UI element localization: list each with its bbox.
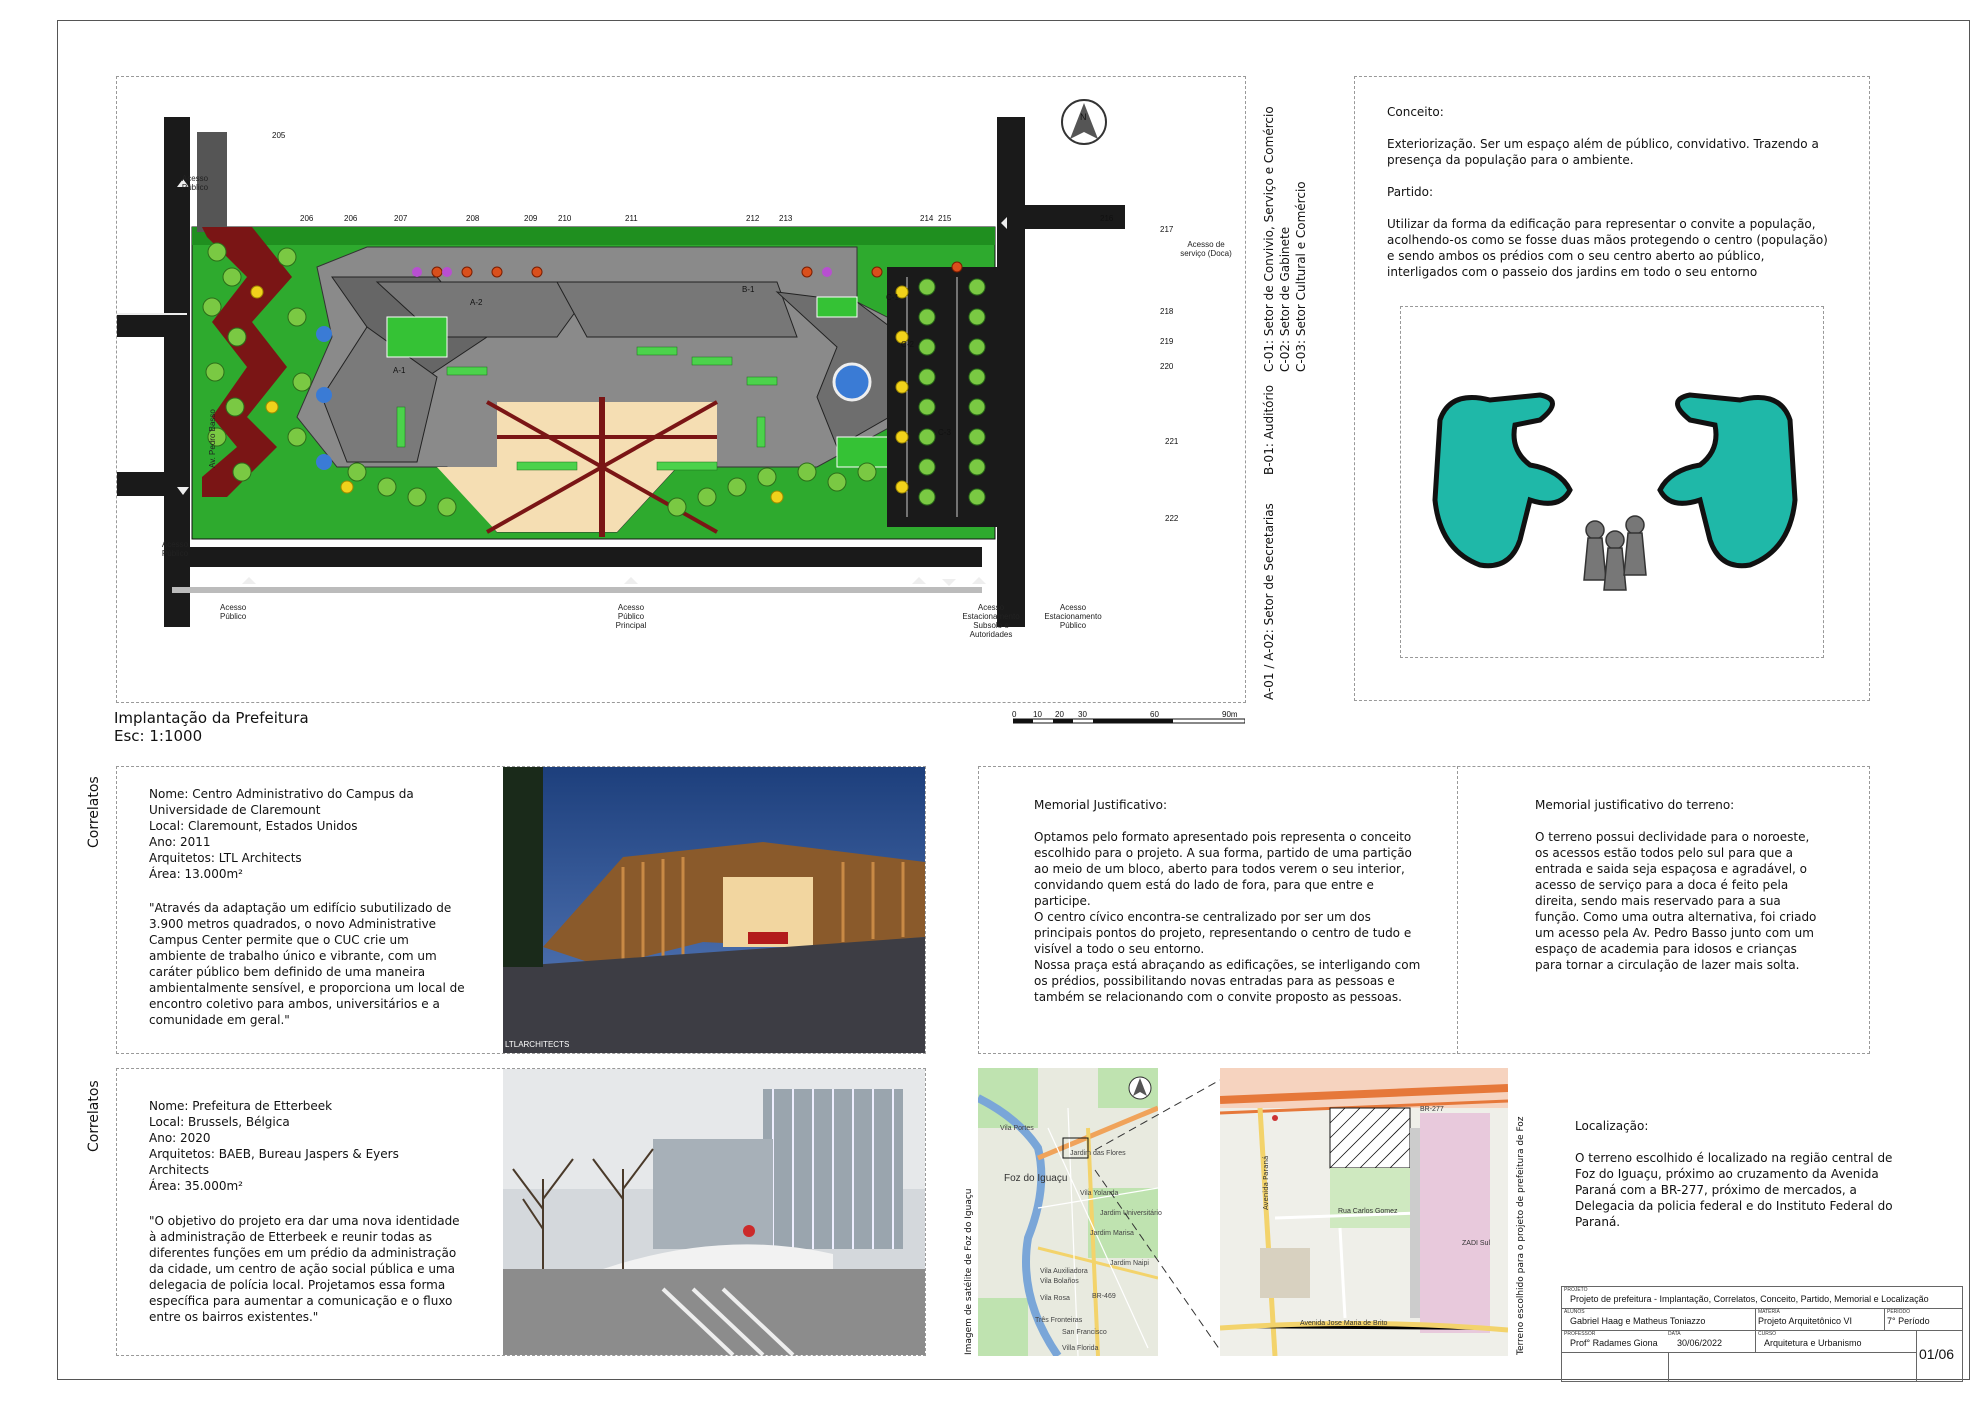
plot-number: 207 — [394, 214, 408, 223]
legend-c01: C-01: Setor de Convivio, Serviço e Comércio — [1262, 106, 1276, 372]
city-label: Vila Auxiliadora — [1040, 1268, 1088, 1275]
satellite-caption: Imagem de satélite de Foz do Iguaçu — [964, 1188, 974, 1355]
plot-number: 219 — [1160, 337, 1174, 346]
legend-c02: C-02: Setor de Gabinete — [1278, 226, 1292, 372]
access-label-main: Acesso Público Principal — [615, 603, 647, 630]
correlato-2-info: Nome: Prefeitura de Etterbeek Local: Brussels, Bélgica Ano: 2020 Arquitetos: BAEB, Bureau Jaspers & Eyers Architects Área: 35.000m² — [149, 1099, 399, 1193]
title-block-vline — [1755, 1308, 1756, 1352]
plan-scale: Esc: 1:1000 — [114, 727, 203, 745]
plot-number: 206 — [300, 214, 314, 223]
plot-number: 222 — [1165, 514, 1179, 523]
projeto-value: Projeto de prefeitura - Implantação, Correlatos, Conceito, Partido, Memorial e Localização — [1570, 1294, 1929, 1304]
plot-number: 212 — [746, 214, 760, 223]
access-label-parking-sub: Acesso Estacionamento Subsolo e Autoridades — [962, 603, 1020, 639]
access-label-bottom-1: Acesso Público — [220, 603, 247, 621]
access-label-top-left: Acesso Público — [181, 174, 209, 192]
city-label: Vila Portes — [1000, 1125, 1034, 1132]
title-block-vline — [1668, 1352, 1669, 1382]
terrain-label: Rua Carlos Gomez — [1338, 1208, 1398, 1215]
plot-number: 216 — [1100, 214, 1114, 223]
partido-text: Utilizar da forma da edificação para representar o convite a população, acolhendo-os como se fosse duas mãos protegendo o centro (população) e sendo ambos os prédios com o seu centro aberto ao público, interligados com o passeio dos jardins em todo o seu entorno — [1387, 217, 1828, 279]
professor-value: Prof° Radames Giona — [1570, 1338, 1658, 1348]
access-label-service: Acesso de serviço (Doca) — [1180, 240, 1232, 258]
scale-tick: 10 — [1033, 710, 1042, 719]
correlato-2-photo — [503, 1069, 925, 1355]
plot-number: 211 — [625, 214, 638, 223]
scale-bar — [1013, 718, 1245, 728]
data-value: 30/06/2022 — [1677, 1338, 1723, 1348]
hands-illustration — [1420, 380, 1810, 600]
correlato-1-info: Nome: Centro Administrativo do Campus da Universidade de Claremount Local: Claremount, Estados Unidos Ano: 2011 Arquitetos: LTL Architects Área: 13.000m² — [149, 787, 414, 881]
scale-tick: 60 — [1150, 710, 1159, 719]
access-label-parking-public: Acesso Estacionamento Público — [1044, 603, 1102, 630]
plot-number: 221 — [1165, 437, 1179, 446]
scale-tick: 90m — [1222, 710, 1238, 719]
memorial-text: Optamos pelo formato apresentado pois representa o conceito escolhido para o projeto. A sua forma, partido de uma partição ao meio de um bloco, aberto para todos verem o seu interior, convidando quem está do lado de fora, para que entre e participe. O centro cívico encontra-se centralizado por ser um dos principais pontos do projeto, representando o centro de tudo e visível a todo o seu entorno. Nossa praça está abraçando as edificações, se interligando com os prédios, possibilitando novas entradas para as pessoas e também se relacionando com o convite proposto as pessoas. — [1034, 830, 1421, 1004]
map-connector-lines — [1075, 1075, 1225, 1355]
professor-label: PROFESSOR — [1564, 1331, 1596, 1337]
city-label: Três Fronteiras — [1035, 1317, 1083, 1324]
materia-value: Projeto Arquitetônico VI — [1758, 1316, 1853, 1326]
city-label: Jardim Marisa — [1090, 1230, 1134, 1237]
title-block-hline — [1561, 1352, 1916, 1353]
plot-number: 215 — [938, 214, 952, 223]
memorial-title: Memorial Justificativo: — [1034, 798, 1168, 812]
plot-number: 208 — [466, 214, 480, 223]
plot-number: 209 — [524, 214, 538, 223]
correlatos-label-1: Correlatos — [86, 776, 102, 848]
city-label: Vila Yolanda — [1080, 1190, 1119, 1197]
building-label: A-1 — [393, 366, 406, 375]
plot-number: 206 — [344, 214, 358, 223]
plot-number: 217 — [1160, 225, 1174, 234]
correlato-1-quote: "Através da adaptação um edifício subutilizado de 3.900 metros quadrados, o novo Administrative Campus Center permite que o CUC crie um ambiente de trabalho único e vibrante, com um caráter público bem definido de uma maneira ambientalmente sensível, e proporciona um local de encontro coletivo para ambos, universitários e a comunidade em geral." — [149, 901, 465, 1027]
scale-tick: 30 — [1078, 710, 1087, 719]
materia-label: MATÉRIA — [1758, 1309, 1780, 1315]
plan-title: Implantação da Prefeitura — [114, 709, 309, 727]
legend-b01: B-01: Auditório — [1262, 384, 1276, 475]
curso-value: Arquitetura e Urbanismo — [1764, 1338, 1862, 1348]
building-label: B-1 — [742, 285, 755, 294]
access-label-bottom-left: Acesso Público — [161, 540, 189, 558]
terrain-label: ZADI Sul — [1462, 1240, 1491, 1247]
title-block-vline — [1916, 1330, 1917, 1382]
projeto-label: PROJETO — [1564, 1287, 1588, 1293]
plot-number: 218 — [1160, 307, 1174, 316]
legend-c03: C-03: Setor Cultural e Comércio — [1294, 181, 1308, 372]
localizacao-title: Localização: — [1575, 1119, 1649, 1133]
concept-title: Conceito: — [1387, 105, 1444, 119]
correlato-1-watermark: LTLARCHITECTS — [505, 1040, 570, 1049]
terrain-label: Avenida Paraná — [1262, 1155, 1270, 1210]
plot-number: 220 — [1160, 362, 1174, 371]
building-label: C-1 — [886, 293, 899, 302]
correlato-2-quote: "O objetivo do projeto era dar uma nova identidade à administração de Etterbeek e reunir todas as diferentes funções em um prédio da administração da cidade, um centro de ação social pública e uma delegacia de polícia local. Projetamos essa forma específica para aumentar a comunicação e o fluxo entre os bairros existentes." — [149, 1214, 460, 1324]
alunos-value: Gabriel Haag e Matheus Toniazzo — [1570, 1316, 1706, 1326]
correlato-1-photo — [503, 767, 925, 1053]
correlatos-label-2: Correlatos — [86, 1080, 102, 1152]
title-block-vline — [1884, 1308, 1885, 1330]
city-label: Jardim das Flores — [1070, 1150, 1126, 1157]
localizacao-text: O terreno escolhido é localizado na região central de Foz do Iguaçu, próximo ao cruzamento da Avenida Paraná com a BR-277, próximo de mercados, a Delegacia da policia federal e do Instituto Federal do Paraná. — [1575, 1151, 1893, 1229]
sheet-number: 01/06 — [1919, 1346, 1955, 1362]
legend-a01-a02: A-01 / A-02: Setor de Secretarias — [1262, 503, 1276, 700]
terrain-label: BR-277 — [1420, 1106, 1444, 1113]
north-label: N — [1080, 112, 1087, 122]
city-label: Jardim Naipi — [1110, 1260, 1149, 1267]
scale-tick: 20 — [1055, 710, 1064, 719]
building-label: C-3 — [938, 428, 951, 437]
data-label: DATA — [1668, 1331, 1681, 1337]
partido-title: Partido: — [1387, 185, 1434, 199]
scale-tick: 0 — [1012, 710, 1017, 719]
city-label: BR-469 — [1092, 1293, 1116, 1300]
city-label: San Francisco — [1062, 1329, 1107, 1336]
city-label: Foz do Iguaçu — [1004, 1173, 1068, 1184]
terrain-caption: Terreno escolhido para o projeto de prefeitura de Foz — [1516, 1116, 1526, 1355]
concept-text: Exteriorização. Ser um espaço além de público, convidativo. Trazendo a presença da população para o ambiente. — [1387, 137, 1819, 167]
city-label: Vila Rosa — [1040, 1295, 1070, 1302]
city-label: Vila Bolaños — [1040, 1278, 1079, 1285]
plot-number: 213 — [779, 214, 793, 223]
plot-number: 210 — [558, 214, 572, 223]
city-label: Jardim Universitário — [1100, 1210, 1162, 1217]
memorial-divider — [1457, 766, 1458, 1054]
curso-label: CURSO — [1758, 1331, 1777, 1337]
terreno-title: Memorial justificativo do terreno: — [1535, 798, 1735, 812]
periodo-label: PERÍODO — [1887, 1309, 1911, 1315]
alunos-label: ALUNOS — [1564, 1309, 1585, 1315]
building-label: C-2 — [901, 340, 914, 349]
terrain-label: Avenida Jose Maria de Brito — [1300, 1320, 1388, 1327]
periodo-value: 7° Período — [1887, 1316, 1930, 1326]
city-label: Villa Florida — [1062, 1345, 1099, 1352]
plot-number: 205 — [272, 131, 286, 140]
street-label: Av. Pedro Basso — [208, 409, 217, 468]
terreno-text: O terreno possui declividade para o noroeste, os acessos estão todos pelo sul para que a entrada e saida seja espaçosa e agradável, o acesso de serviço para a doca é feito pela direita, sendo mais reservado para a sua função. Como uma outra alternativa, foi criado um acesso pela Av. Pedro Basso junto com um espaço de academia para idosos e crianças para tornar a circulação de lazer mais solta. — [1535, 830, 1817, 972]
building-label: A-2 — [470, 298, 483, 307]
plot-number: 214 — [920, 214, 934, 223]
